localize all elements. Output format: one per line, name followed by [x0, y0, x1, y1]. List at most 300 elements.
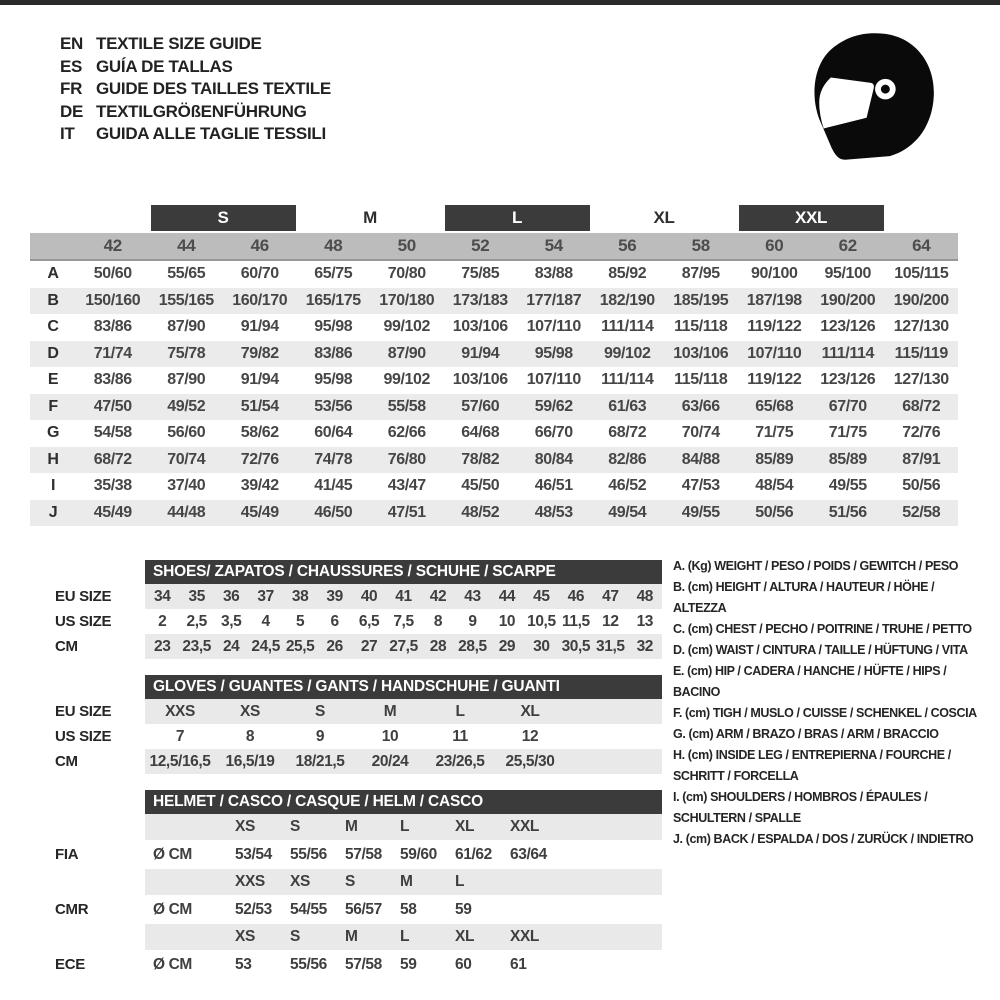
- measure-row-i: [30, 473, 958, 500]
- size-value-cell: 71/75: [755, 424, 794, 442]
- shoes-row: [145, 584, 662, 609]
- helmet-row: [145, 814, 662, 840]
- size-value-cell: 85/89: [738, 447, 812, 474]
- size-value-cell: 3,5: [220, 612, 242, 630]
- row-letter: H: [30, 447, 76, 474]
- shoes-header: SHOES/ ZAPATOS / CHAUSSURES / SCHUHE / SCARPE: [145, 560, 662, 584]
- size-value-cell: 87/91: [885, 447, 959, 474]
- size-value-cell: 99/102: [383, 371, 431, 389]
- size-value-cell: 182/190: [591, 288, 665, 315]
- size-value-cell: 87/90: [167, 318, 206, 336]
- size-number-cell: 48: [297, 233, 371, 260]
- size-value-cell: 28,5: [458, 637, 487, 655]
- size-value-cell: 4: [261, 612, 270, 630]
- header-spacer: [30, 790, 145, 814]
- legend-item: B. (cm) HEIGHT / ALTURA / HAUTEUR / HÖHE / ALTEZZA: [673, 580, 935, 615]
- size-value-cell: 45/49: [76, 500, 150, 527]
- size-value-cell: 40: [360, 587, 378, 605]
- size-value-cell: 26: [326, 637, 343, 655]
- size-group-m: [297, 205, 444, 233]
- language-list: [60, 33, 331, 146]
- size-value-cell: 32: [636, 637, 654, 655]
- language-code: IT: [60, 124, 75, 143]
- size-value-cell: 83/86: [93, 318, 132, 336]
- size-value-cell: 41: [395, 587, 412, 605]
- size-value-cell: 34: [154, 587, 171, 605]
- size-value-cell: 47/51: [370, 500, 444, 527]
- size-value-cell: 107/110: [526, 371, 581, 389]
- size-value-cell: 35: [188, 587, 205, 605]
- size-value-cell: 173/183: [444, 288, 518, 315]
- size-value-cell: 177/187: [517, 288, 591, 315]
- gloves-header: GLOVES / GUANTES / GANTS / HANDSCHUHE / GUANTI: [145, 675, 662, 699]
- size-value-cell: 37: [257, 587, 274, 605]
- gloves-row: [145, 724, 662, 749]
- size-value-cell: 55/56: [290, 955, 327, 973]
- size-value-cell: 91/94: [240, 371, 279, 389]
- size-number-cell: 50: [370, 233, 444, 260]
- size-value-cell: 95/98: [517, 341, 591, 368]
- gloves-row-labels: [30, 675, 145, 774]
- size-value-cell: XS: [240, 702, 260, 720]
- size-value-cell: 53: [235, 955, 252, 973]
- row-label: CMR: [55, 901, 89, 918]
- size-value-cell: 66/70: [534, 424, 573, 442]
- size-value-cell: 70/80: [387, 265, 426, 283]
- size-value-cell: S: [290, 928, 300, 945]
- legend-item: H. (cm) INSIDE LEG / ENTREPIERNA / FOURCHE / SCHRITT / FORCELLA: [673, 748, 951, 783]
- row-label: EU SIZE: [55, 703, 112, 720]
- size-value-cell: 63/66: [664, 394, 738, 421]
- size-value-cell: 87/90: [167, 371, 206, 389]
- size-value-cell: 150/160: [76, 288, 150, 315]
- size-value-cell: 78/82: [444, 447, 518, 474]
- measure-row-f: [30, 394, 958, 421]
- size-value-cell: XL: [455, 818, 475, 835]
- size-value-cell: 24: [222, 637, 240, 655]
- size-value-cell: 48/52: [444, 500, 518, 527]
- helmet-row: [145, 895, 662, 924]
- size-value-cell: 107/110: [738, 341, 812, 368]
- size-value-cell: 25,5: [285, 637, 315, 655]
- size-value-cell: 9: [315, 727, 325, 745]
- size-value-cell: L: [400, 818, 410, 835]
- row-letter: B: [30, 288, 76, 315]
- shoes-row: [145, 609, 662, 634]
- size-value-cell: 83/86: [297, 341, 371, 368]
- size-value-cell: XXS: [235, 873, 265, 890]
- size-value-cell: L: [400, 928, 410, 945]
- size-value-cell: 46: [567, 587, 585, 605]
- size-value-cell: 43: [464, 587, 481, 605]
- size-value-cell: 115/118: [674, 371, 728, 389]
- size-value-cell: 44: [498, 587, 516, 605]
- row-letter: E: [47, 371, 59, 389]
- size-number-band: [30, 233, 958, 260]
- row-letter: A: [47, 265, 59, 283]
- size-group-label: L: [445, 205, 590, 231]
- size-value-cell: 103/106: [664, 341, 738, 368]
- size-value-cell: 45/50: [461, 477, 500, 495]
- size-value-cell: 85/92: [608, 265, 647, 283]
- size-value-cell: 160/170: [223, 288, 297, 315]
- size-number-cell: 64: [885, 233, 959, 260]
- size-value-cell: 12: [602, 612, 619, 630]
- size-value-cell: 70/74: [150, 447, 224, 474]
- unit-label: Ø CM: [153, 900, 192, 918]
- size-value-cell: M: [383, 702, 397, 720]
- size-number-cell: 54: [517, 233, 591, 260]
- size-number-cell: 44: [150, 233, 224, 260]
- size-value-cell: 115/119: [885, 341, 959, 368]
- size-value-cell: 28: [429, 637, 447, 655]
- size-value-cell: 55/56: [290, 845, 327, 863]
- size-group-label: M: [363, 208, 377, 227]
- size-value-cell: 63/64: [510, 845, 547, 863]
- measure-row-c: [30, 314, 958, 341]
- size-value-cell: 47: [602, 587, 619, 605]
- size-value-cell: 27: [360, 637, 378, 655]
- size-value-cell: 60/70: [240, 265, 279, 283]
- size-number-cell: 52: [444, 233, 518, 260]
- size-value-cell: 9: [468, 612, 477, 630]
- size-value-cell: 54/58: [93, 424, 132, 442]
- gloves-row: [145, 699, 662, 724]
- legend-item: C. (cm) CHEST / PECHO / POITRINE / TRUHE / PETTO: [673, 622, 972, 636]
- size-value-cell: 79/82: [223, 341, 297, 368]
- size-value-cell: 47/50: [76, 394, 150, 421]
- size-value-cell: 24,5: [251, 637, 280, 655]
- size-value-cell: 82/86: [591, 447, 665, 474]
- size-value-cell: 11,5: [562, 612, 590, 630]
- language-code: FR: [60, 79, 83, 98]
- size-value-cell: XL: [455, 928, 475, 945]
- size-value-cell: 13: [636, 612, 654, 630]
- legend-item: F. (cm) TIGH / MUSLO / CUISSE / SCHENKEL / COSCIA: [673, 706, 977, 720]
- size-value-cell: 65/75: [314, 265, 353, 283]
- measure-row-h: [30, 447, 958, 474]
- size-value-cell: 190/200: [811, 288, 885, 315]
- size-value-cell: 99/102: [591, 341, 665, 368]
- size-value-cell: L: [455, 702, 465, 720]
- top-border-line: [0, 0, 1000, 5]
- size-value-cell: 64/68: [461, 424, 500, 442]
- helmet-header: HELMET / CASCO / CASQUE / HELM / CASCO: [145, 790, 662, 814]
- size-number-cell: 60: [738, 233, 812, 260]
- row-letter: F: [30, 394, 76, 421]
- size-value-cell: S: [315, 702, 325, 720]
- size-value-cell: 57/60: [444, 394, 518, 421]
- helmet-row-labels: [30, 790, 145, 979]
- size-value-cell: 23,5: [182, 637, 211, 655]
- size-value-cell: 5: [295, 612, 305, 630]
- size-value-cell: 31,5: [596, 637, 625, 655]
- size-value-cell: 27,5: [389, 637, 418, 655]
- size-value-cell: XL: [520, 702, 540, 720]
- size-value-cell: 35/38: [93, 477, 132, 495]
- size-value-cell: 43/47: [387, 477, 426, 495]
- size-value-cell: 170/180: [370, 288, 444, 315]
- size-value-cell: 20/24: [371, 752, 409, 770]
- measure-row-b: [30, 288, 958, 315]
- legend-item: E. (cm) HIP / CADERA / HANCHE / HÜFTE / HIPS / BACINO: [673, 664, 947, 699]
- measurement-legend: [673, 556, 980, 850]
- size-value-cell: 25,5/30: [505, 752, 555, 770]
- size-value-cell: S: [345, 873, 355, 890]
- shoes-row-labels: [30, 560, 145, 659]
- size-value-cell: 55/65: [167, 265, 206, 283]
- size-value-cell: 2,5: [186, 612, 207, 630]
- size-value-cell: 123/126: [820, 371, 876, 389]
- size-group-s: [150, 205, 297, 233]
- size-value-cell: 123/126: [820, 318, 876, 336]
- language-code: ES: [60, 56, 83, 76]
- size-value-cell: 61/62: [455, 845, 492, 863]
- size-value-cell: 71/75: [828, 424, 867, 442]
- size-value-cell: XXL: [510, 928, 539, 945]
- size-value-cell: 59: [400, 955, 417, 973]
- size-value-cell: 49/55: [828, 477, 867, 495]
- size-value-cell: 70/74: [681, 424, 720, 442]
- row-label: US SIZE: [55, 728, 112, 745]
- row-label: EU SIZE: [55, 588, 112, 605]
- helmet-rows: [145, 814, 662, 979]
- size-value-cell: XXS: [165, 702, 195, 720]
- size-value-cell: 119/122: [747, 371, 802, 389]
- size-value-cell: 127/130: [893, 318, 949, 336]
- size-value-cell: XS: [235, 928, 255, 945]
- size-value-cell: 50/60: [93, 265, 132, 283]
- size-value-cell: 71/74: [76, 341, 150, 368]
- size-value-cell: 54/55: [290, 900, 327, 918]
- size-value-cell: 57/58: [345, 845, 382, 863]
- size-value-cell: 115/118: [674, 318, 728, 336]
- language-row: [60, 56, 331, 79]
- size-value-cell: 49/52: [150, 394, 224, 421]
- size-value-cell: 6: [330, 612, 339, 630]
- size-value-cell: 99/102: [383, 318, 431, 336]
- size-value-cell: 53/54: [235, 845, 272, 863]
- size-value-cell: 61: [510, 955, 527, 973]
- shoes-section: [30, 560, 662, 659]
- size-value-cell: 50/56: [738, 500, 812, 527]
- size-value-cell: 85/89: [811, 447, 885, 474]
- size-value-cell: 53/56: [297, 394, 371, 421]
- size-group-label: XL: [653, 208, 675, 227]
- size-group-l: [444, 205, 591, 233]
- size-value-cell: 68/72: [885, 394, 959, 421]
- guide-title: TEXTILE SIZE GUIDE: [96, 34, 262, 53]
- size-value-cell: 38: [291, 587, 309, 605]
- size-value-cell: 91/94: [444, 341, 518, 368]
- size-value-cell: 95/98: [314, 318, 353, 336]
- size-number-cell: 58: [664, 233, 738, 260]
- unit-label: Ø CM: [153, 845, 192, 863]
- size-value-cell: 55/58: [370, 394, 444, 421]
- size-value-cell: 127/130: [893, 371, 949, 389]
- size-value-cell: 111/114: [601, 371, 654, 389]
- legend-item: J. (cm) BACK / ESPALDA / DOS / ZURÜCK / INDIETRO: [673, 832, 974, 846]
- size-value-cell: 75/85: [461, 265, 500, 283]
- unit-label: Ø CM: [153, 955, 192, 973]
- size-value-cell: 52/58: [885, 500, 959, 527]
- size-value-cell: 61/63: [591, 394, 665, 421]
- size-value-cell: 75/78: [150, 341, 224, 368]
- size-value-cell: M: [400, 873, 413, 890]
- helmet-row: [145, 950, 662, 979]
- size-value-cell: 68/72: [608, 424, 647, 442]
- size-value-cell: 46/50: [297, 500, 371, 527]
- size-group-label: S: [151, 205, 296, 231]
- language-row: [60, 33, 331, 56]
- size-value-cell: 107/110: [526, 318, 581, 336]
- size-value-cell: 51/54: [223, 394, 297, 421]
- size-value-cell: 23/26,5: [435, 752, 485, 770]
- size-value-cell: 47/53: [681, 477, 720, 495]
- language-code: DE: [60, 101, 84, 121]
- size-value-cell: 103/106: [452, 318, 508, 336]
- legend-item: D. (cm) WAIST / CINTURA / TAILLE / HÜFTUNG / VITA: [673, 643, 968, 657]
- shoes-row: [145, 634, 662, 659]
- guide-title: TEXTILGRÖßENFÜHRUNG: [96, 101, 307, 121]
- shoes-rows: [145, 584, 662, 659]
- size-value-cell: M: [345, 928, 358, 945]
- size-value-cell: 18/21,5: [295, 752, 345, 770]
- size-value-cell: 155/165: [150, 288, 224, 315]
- size-value-cell: 12: [521, 727, 539, 745]
- row-letter: C: [47, 318, 59, 336]
- size-value-cell: 72/76: [902, 424, 941, 442]
- measure-row-e: [30, 367, 958, 394]
- size-value-cell: 42: [429, 587, 447, 605]
- helmet-section: [30, 790, 662, 979]
- language-code: EN: [60, 34, 84, 53]
- size-value-cell: 87/90: [370, 341, 444, 368]
- size-value-cell: 7,5: [393, 612, 414, 630]
- measure-row-a: [30, 260, 958, 288]
- helmet-row: [145, 840, 662, 869]
- size-value-cell: 11: [452, 727, 468, 745]
- size-number-cell: 46: [223, 233, 297, 260]
- size-value-cell: 84/88: [664, 447, 738, 474]
- size-value-cell: 30: [533, 637, 550, 655]
- size-group-xl: [591, 205, 738, 233]
- row-label: CM: [55, 638, 78, 655]
- row-label: CM: [55, 753, 78, 770]
- size-group-row: [30, 205, 958, 233]
- size-value-cell: 72/76: [223, 447, 297, 474]
- size-value-cell: 91/94: [240, 318, 279, 336]
- size-value-cell: 10: [381, 727, 399, 745]
- size-value-cell: L: [455, 873, 465, 890]
- size-value-cell: 58: [400, 900, 417, 918]
- size-value-cell: 7: [175, 727, 185, 745]
- size-value-cell: 95/98: [314, 371, 353, 389]
- row-label: ECE: [55, 956, 85, 973]
- size-value-cell: 8: [245, 727, 255, 745]
- size-value-cell: 80/84: [517, 447, 591, 474]
- measure-row-g: [30, 420, 958, 447]
- guide-title: GUIDE DES TAILLES TEXTILE: [96, 79, 331, 98]
- gloves-row: [145, 749, 662, 774]
- gloves-rows: [145, 699, 662, 774]
- size-value-cell: 41/45: [314, 477, 353, 495]
- row-letter: G: [46, 424, 60, 442]
- size-value-cell: 60/64: [314, 424, 353, 442]
- size-value-cell: 83/88: [534, 265, 573, 283]
- legend-item: A. (Kg) WEIGHT / PESO / POIDS / GEWITCH / PESO: [673, 559, 959, 573]
- size-value-cell: 60: [455, 955, 472, 973]
- row-label: US SIZE: [55, 613, 112, 630]
- size-value-cell: 49/54: [591, 500, 665, 527]
- group-spacer: [30, 205, 150, 233]
- size-value-cell: 46/51: [534, 477, 573, 495]
- size-number-cell: 42: [76, 233, 150, 260]
- size-value-cell: 8: [433, 612, 443, 630]
- row-letter: D: [30, 341, 76, 368]
- size-value-cell: 6,5: [358, 612, 380, 630]
- lower-tables: [30, 560, 662, 995]
- size-value-cell: 16,5/19: [225, 752, 275, 770]
- row-label: [30, 869, 145, 895]
- size-value-cell: 83/86: [93, 371, 132, 389]
- language-row: [60, 123, 331, 146]
- legend-item: G. (cm) ARM / BRAZO / BRAS / ARM / BRACCIO: [673, 727, 939, 741]
- main-size-table: [30, 205, 958, 526]
- size-value-cell: 29: [498, 637, 516, 655]
- group-spacer: [885, 205, 959, 233]
- language-row: [60, 78, 331, 101]
- size-value-cell: 23: [154, 637, 171, 655]
- header-spacer: [30, 675, 145, 699]
- size-value-cell: 52/53: [235, 900, 272, 918]
- size-value-cell: 37/40: [167, 477, 206, 495]
- size-value-cell: 45/49: [223, 500, 297, 527]
- measure-row-d: [30, 341, 958, 368]
- row-letter: J: [30, 500, 76, 527]
- size-value-cell: 74/78: [297, 447, 371, 474]
- size-value-cell: 111/114: [601, 318, 654, 336]
- row-letter: I: [50, 477, 56, 495]
- size-value-cell: 68/72: [76, 447, 150, 474]
- size-value-cell: 57/58: [345, 955, 382, 973]
- size-value-cell: 185/195: [664, 288, 738, 315]
- size-value-cell: 49/55: [664, 500, 738, 527]
- language-row: [60, 101, 331, 124]
- size-value-cell: XXL: [510, 818, 539, 835]
- row-label: FIA: [55, 846, 79, 863]
- size-value-cell: 30,5: [561, 637, 591, 655]
- size-value-cell: 87/95: [681, 265, 720, 283]
- size-value-cell: 119/122: [747, 318, 802, 336]
- size-value-cell: 46/52: [608, 477, 647, 495]
- size-value-cell: 51/56: [811, 500, 885, 527]
- helmet-icon: [795, 14, 965, 171]
- legend-item: I. (cm) SHOULDERS / HOMBROS / ÉPAULES / SCHULTERN / SPALLE: [673, 790, 928, 825]
- size-value-cell: 90/100: [750, 265, 798, 283]
- row-label: [30, 924, 145, 950]
- size-value-cell: 187/198: [738, 288, 812, 315]
- band-spacer: [30, 233, 76, 260]
- size-value-cell: 45: [533, 587, 550, 605]
- size-value-cell: 67/70: [811, 394, 885, 421]
- size-value-cell: 59/60: [400, 845, 437, 863]
- size-value-cell: 56/57: [345, 900, 382, 918]
- size-value-cell: 10,5: [527, 612, 556, 630]
- size-value-cell: XS: [235, 818, 255, 835]
- guide-title: GUIDA ALLE TAGLIE TESSILI: [96, 124, 326, 143]
- size-value-cell: 44/48: [150, 500, 224, 527]
